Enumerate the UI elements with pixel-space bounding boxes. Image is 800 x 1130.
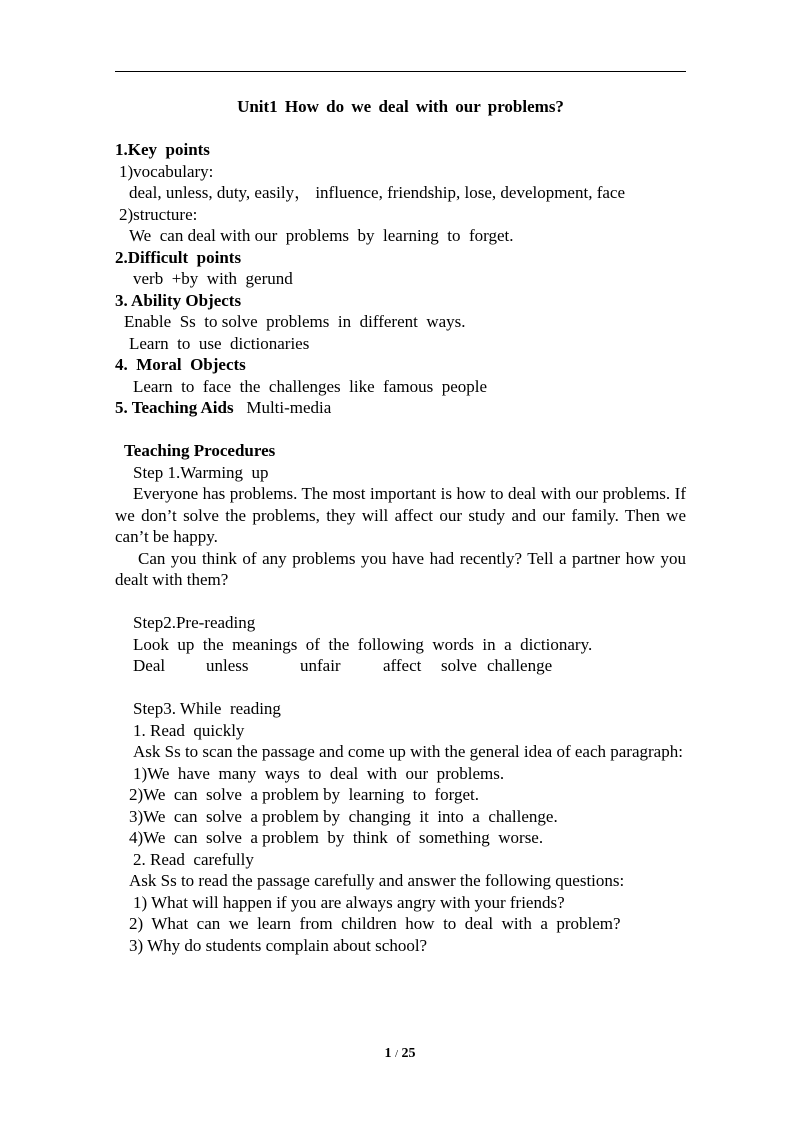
page-number bbox=[0, 1046, 800, 1062]
vocabulary-words: deal, unless, duty, easily， influence, friendship, lose, development, face bbox=[129, 183, 625, 202]
difficult-points-heading: 2.Difficult points bbox=[115, 247, 242, 267]
read-carefully-label: 2. Read carefully bbox=[133, 849, 254, 869]
ability-objects-line-1: Enable Ss to solve problems in different ways. bbox=[124, 312, 466, 331]
word-item: Deal bbox=[133, 656, 166, 675]
step2-instruction: Look up the meanings of the following words in a dictionary. bbox=[133, 634, 593, 654]
word-item: challenge bbox=[487, 656, 553, 675]
paragraph-idea: 3)We can solve a problem by changing it into a challenge. bbox=[129, 806, 558, 826]
read-quickly-instruction: Ask Ss to scan the passage and come up with the general idea of each paragraph: bbox=[133, 742, 683, 761]
question-item: 3) Why do students complain about school? bbox=[129, 935, 428, 955]
difficult-points-text: verb +by with gerund bbox=[133, 269, 293, 288]
paragraph-idea: 4)We can solve a problem by think of something worse. bbox=[129, 828, 544, 847]
page-separator: / bbox=[394, 1048, 399, 1060]
teaching-aids-value: Multi-media bbox=[246, 398, 332, 417]
read-carefully-instruction: Ask Ss to read the passage carefully and answer the following questions: bbox=[129, 871, 625, 890]
step2-word-list bbox=[115, 655, 686, 677]
step3-label: Step3. While reading bbox=[133, 699, 281, 718]
teaching-aids-heading: 5. Teaching Aids bbox=[115, 398, 234, 417]
header-rule bbox=[115, 71, 686, 72]
step1-paragraph-2: Can you think of any problems you have had recently? Tell a partner how you dealt with them? bbox=[115, 548, 686, 589]
ability-objects-heading: 3. Ability Objects bbox=[115, 290, 242, 310]
ability-objects-line-2: Learn to use dictionaries bbox=[129, 333, 310, 353]
document-body bbox=[115, 96, 686, 956]
paragraph-idea: 2)We can solve a problem by learning to forget. bbox=[129, 785, 480, 804]
teaching-aids-line bbox=[115, 397, 686, 419]
teaching-procedures-heading: Teaching Procedures bbox=[124, 441, 276, 460]
word-item: unless bbox=[206, 656, 249, 675]
step1-label: Step 1.Warming up bbox=[133, 462, 269, 482]
word-item: affect bbox=[383, 656, 422, 675]
read-quickly-label: 1. Read quickly bbox=[133, 720, 245, 740]
question-item: 1) What will happen if you are always angry with your friends? bbox=[133, 892, 565, 912]
question-item: 2) What can we learn from children how to deal with a problem? bbox=[129, 914, 621, 933]
moral-objects-text: Learn to face the challenges like famous people bbox=[133, 376, 488, 396]
document-title: Unit1 How do we deal with our problems? bbox=[237, 97, 564, 116]
step1-paragraph-1: Everyone has problems. The most important is how to deal with our problems. If we don’t solve the problems, they will affect our study and our family. Then we can’t be happy. bbox=[115, 484, 686, 546]
paragraph-idea: 1)We have many ways to deal with our problems. bbox=[133, 763, 505, 783]
page-total: 25 bbox=[401, 1046, 416, 1061]
key-points-heading: 1.Key points bbox=[115, 140, 210, 159]
step2-label: Step2.Pre-reading bbox=[133, 613, 256, 632]
structure-text: We can deal with our problems by learning to forget. bbox=[129, 226, 514, 245]
page-current: 1 bbox=[384, 1046, 392, 1061]
structure-label: 2)structure: bbox=[119, 204, 198, 224]
word-item: solve bbox=[441, 656, 477, 675]
word-item: unfair bbox=[300, 656, 341, 675]
moral-objects-heading: 4. Moral Objects bbox=[115, 355, 246, 374]
vocabulary-label: 1)vocabulary: bbox=[119, 161, 214, 181]
